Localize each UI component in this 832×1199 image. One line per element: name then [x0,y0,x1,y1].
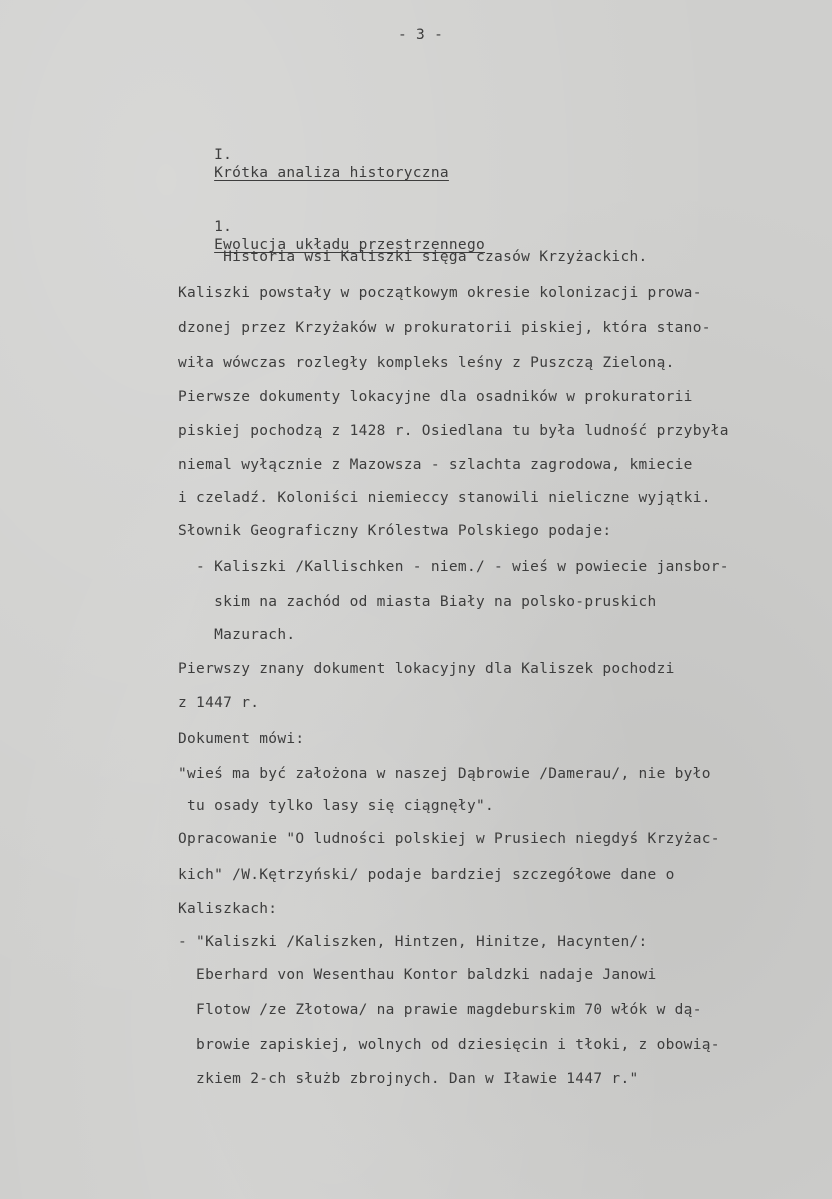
body-line: piskiej pochodzą z 1428 r. Osiedlana tu była ludność przybyła [178,423,729,439]
body-line: Pierwsze dokumenty lokacyjne dla osadników w prokuratorii [178,389,693,405]
body-line: "wieś ma być założona w naszej Dąbrowie /Damerau/, nie było [178,766,711,782]
body-line: Kaliszkach: [178,901,278,917]
body-line: kich" /W.Kętrzyński/ podaje bardziej szczegółowe dane o [178,867,675,883]
body-line: browie zapiskiej, wolnych od dziesięcin i tłoki, z obowią- [178,1037,720,1053]
body-line: niemal wyłącznie z Mazowsza - szlachta zagrodowa, kmiecie [178,457,693,473]
body-line: skim na zachód od miasta Biały na polsko-pruskich [178,594,657,610]
section-heading [178,128,449,200]
body-line: Flotow /ze Złotowa/ na prawie magdeburskim 70 włók w dą- [178,1002,702,1018]
subsection-heading-number: 1. [214,219,233,235]
body-line: Kaliszki powstały w początkowym okresie kolonizacji prowa- [178,285,702,301]
body-line: Eberhard von Wesenthau Kontor baldzki nadaje Janowi [178,967,657,983]
page-number: - 3 - [398,27,444,43]
body-line: tu osady tylko lasy się ciągnęły". [178,798,495,814]
body-line: Pierwszy znany dokument lokacyjny dla Kaliszek pochodzi [178,661,675,677]
body-line: wiła wówczas rozległy kompleks leśny z Puszczą Zieloną. [178,355,675,371]
body-line: - "Kaliszki /Kaliszken, Hintzen, Hinitze, Hacynten/: [178,934,648,950]
body-line: dzonej przez Krzyżaków w prokuratorii piskiej, która stano- [178,320,711,336]
body-line: Słownik Geograficzny Królestwa Polskiego podaje: [178,523,612,539]
body-line: Historia wsi Kaliszki sięga czasów Krzyżackich. [178,249,648,265]
section-heading-number: I. [214,147,233,163]
body-line: - Kaliszki /Kallischken - niem./ - wieś w powiecie jansbor- [178,559,729,575]
body-line: i czeladź. Koloniści niemieccy stanowili nieliczne wyjątki. [178,490,711,506]
body-line: z 1447 r. [178,695,260,711]
body-line: Opracowanie "O ludności polskiej w Prusiech niegdyś Krzyżac- [178,831,720,847]
body-line: Mazurach. [178,627,296,643]
subsection-heading-text: Ewolucja układu przestrzennego [214,237,486,253]
body-line: zkiem 2-ch służb zbrojnych. Dan w Iławie 1447 r." [178,1071,639,1087]
section-heading-text: Krótka analiza historyczna [214,165,449,181]
body-line: Dokument mówi: [178,731,305,747]
